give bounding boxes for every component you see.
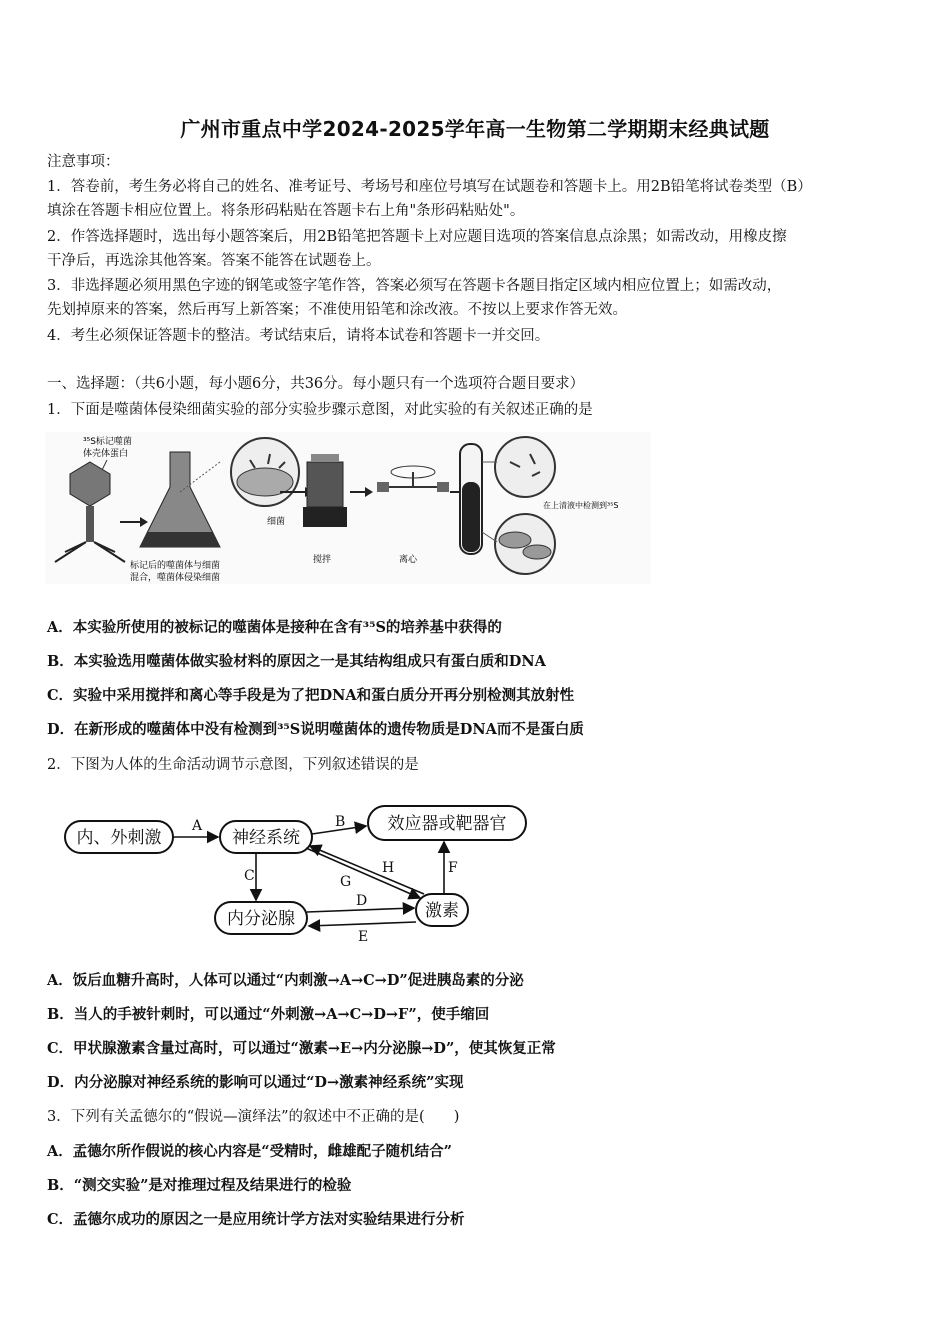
blender-icon	[307, 462, 343, 507]
q2-option-c: C．甲状腺激素含量过高时，可以通过“激素→E→内分泌腺→D”，使其恢复正常	[47, 1040, 556, 1057]
q1-option-d: D．在新形成的噬菌体中没有检测到³⁵S说明噬菌体的遗传物质是DNA而不是蛋白质	[47, 721, 584, 738]
svg-text:激素: 激素	[425, 901, 459, 921]
notes-line: 填涂在答题卡相应位置上。将条形码粘贴在答题卡右上角"条形码粘贴处"。	[47, 203, 525, 219]
notes-line: 2．作答选择题时，选出每小题答案后，用2B铅笔把答题卡上对应题目选项的答案信息点涂黑；如需改动，用橡皮擦	[47, 229, 787, 245]
notes-line: 干净后，再选涂其他答案。答案不能答在试题卷上。	[47, 253, 381, 269]
q2-option-b: B．当人的手被针刺时，可以通过“外刺激→A→C→D→F”，使手缩回	[47, 1006, 490, 1023]
svg-text:神经系统: 神经系统	[232, 828, 300, 848]
figure-label: 细菌	[267, 517, 286, 527]
edge-label: E	[358, 929, 369, 945]
figure-label: 离心	[399, 555, 418, 565]
q2-option-a: A．饭后血糖升高时，人体可以通过“内刺激→A→C→D”促进胰岛素的分泌	[47, 972, 524, 989]
question-3-stem: 3．下列有关孟德尔的“假说—演绎法”的叙述中不正确的是( )	[47, 1109, 460, 1125]
edge-label: D	[356, 893, 368, 909]
notes-line: 3．非选择题必须用黑色字迹的钢笔或签字笔作答，答案必须写在答题卡各题目指定区域内相应位置上；如需改动，	[47, 278, 782, 294]
edge-label: F	[448, 860, 458, 876]
notes-line: 先划掉原来的答案，然后再写上新答案；不准使用铅笔和涂改液。不按以上要求作答无效。	[47, 302, 627, 318]
page-title: 广州市重点中学2024-2025学年高一生物第二学期期末经典试题	[180, 117, 770, 141]
q1-option-a: A．本实验所使用的被标记的噬菌体是接种在含有³⁵S的培养基中获得的	[47, 619, 502, 636]
svg-text:内、外刺激: 内、外刺激	[76, 828, 162, 848]
q3-option-b: B．“测交实验”是对推理过程及结果进行的检验	[47, 1177, 352, 1194]
edge-label: B	[335, 814, 346, 830]
notes-line: 1．答卷前，考生务必将自己的姓名、准考证号、考场号和座位号填写在试题卷和答题卡上。用2B铅笔将试卷类型（B）	[47, 179, 812, 195]
figure-label: 标记后的噬菌体与细菌	[130, 561, 221, 571]
svg-text:内分泌腺: 内分泌腺	[227, 909, 295, 929]
q1-option-b: B．本实验选用噬菌体做实验材料的原因之一是其结构组成只有蛋白质和DNA	[47, 653, 546, 670]
notes-heading: 注意事项：	[47, 154, 120, 170]
question-2-stem: 2．下图为人体的生命活动调节示意图，下列叙述错误的是	[47, 757, 419, 773]
q3-option-c: C．孟德尔成功的原因之一是应用统计学方法对实验结果进行分析	[47, 1211, 465, 1228]
edge-label: A	[192, 818, 203, 834]
q2-option-d: D．内分泌腺对神经系统的影响可以通过“D→激素神经系统”实现	[47, 1074, 464, 1091]
svg-text:效应器或靶器官: 效应器或靶器官	[387, 814, 507, 834]
phage-experiment-figure	[45, 432, 651, 584]
figure-label: 体壳体蛋白	[83, 449, 129, 459]
figure-label: 混合，噬菌体侵染细菌	[130, 573, 221, 583]
q1-option-c: C．实验中采用搅拌和离心等手段是为了把DNA和蛋白质分开再分别检测其放射性	[47, 687, 575, 704]
figure-label: 搅拌	[313, 555, 332, 565]
figure-label: ³⁵S标记噬菌	[83, 437, 132, 447]
question-1-stem: 1．下面是噬菌体侵染细菌实验的部分实验步骤示意图，对此实验的有关叙述正确的是	[47, 402, 593, 418]
edge-label: G	[340, 874, 352, 890]
edge-label: H	[382, 860, 395, 876]
q3-option-a: A．孟德尔所作假说的核心内容是“受精时，雌雄配子随机结合”	[47, 1143, 452, 1160]
section-heading: 一、选择题：（共6小题，每小题6分，共36分。每小题只有一个选项符合题目要求）	[47, 376, 585, 392]
edge-label: C	[244, 868, 255, 884]
figure-label: 在上清液中检测到³⁵S	[543, 501, 619, 510]
notes-line: 4．考生必须保证答题卡的整洁。考试结束后，请将本试卷和答题卡一并交回。	[47, 328, 550, 344]
regulation-diagram	[60, 796, 540, 946]
